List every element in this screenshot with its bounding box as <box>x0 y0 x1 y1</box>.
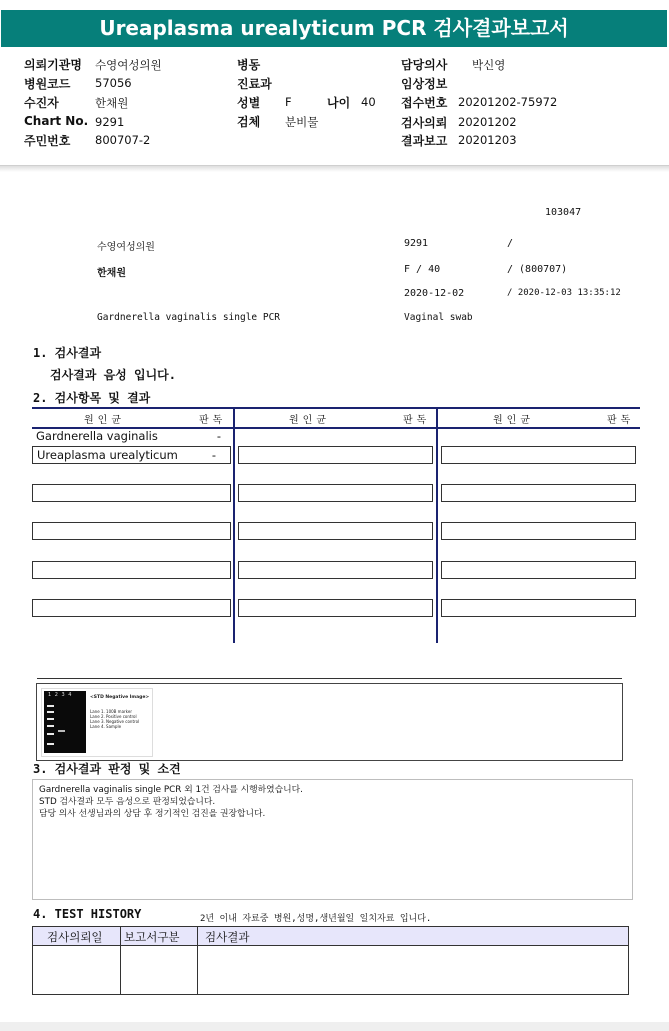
empty-cell <box>238 484 433 502</box>
opinion-line: 담당 의사 선생님과의 상담 후 정기적인 검진을 권장합니다. <box>39 809 266 819</box>
history-column-divider <box>120 927 121 994</box>
result-table-header <box>32 407 640 429</box>
pathogen-name: Ureaplasma urealyticum <box>37 448 178 462</box>
empty-cell <box>32 522 231 540</box>
id-label: 주민번호 <box>24 134 71 148</box>
marker-band <box>47 711 54 713</box>
age-label: 나이 <box>327 96 351 110</box>
request-date-label: 검사의뢰 <box>401 116 448 130</box>
pathogen-result: - <box>211 448 216 462</box>
request-date-value: 20201202 <box>458 115 517 129</box>
age-value: 40 <box>361 95 376 109</box>
gel-lanes <box>44 691 86 753</box>
summary-date: 2020-12-02 <box>404 288 465 299</box>
report-date-label: 결과보고 <box>401 134 448 148</box>
col-pathogen-2: 원인균 <box>289 415 330 426</box>
pathogen-name: Gardnerella vaginalis <box>36 429 158 443</box>
report-code: 103047 <box>545 207 582 218</box>
hospital-code-value: 57056 <box>95 76 132 90</box>
section4-heading: 4. TEST HISTORY <box>33 907 142 921</box>
chart-label: Chart No. <box>24 114 89 128</box>
patient-label: 수진자 <box>24 96 59 110</box>
gel-legend-item: Lane 2. Positive control <box>90 714 137 719</box>
clinical-info-label: 임상정보 <box>401 77 448 91</box>
history-col-request-date: 검사의뢰일 <box>47 930 103 944</box>
result-row <box>32 446 231 464</box>
marker-band <box>47 725 54 727</box>
section2-heading: 2. 검사항목 및 결과 <box>33 391 151 405</box>
positive-control-band <box>58 730 65 732</box>
institution-label: 의뢰기관명 <box>24 58 82 72</box>
sex-value: F <box>285 95 292 109</box>
history-col-result: 검사결과 <box>205 930 250 944</box>
opinion-line: Gardnerella vaginalis single PCR 외 1건 검사를 시행하였습니다. <box>39 785 303 795</box>
col-judgement-1: 판독 <box>199 415 227 426</box>
history-note: 2년 이내 자료중 병원,성명,생년월일 일치자료 입니다. <box>200 914 432 924</box>
summary-institution: 수영여성의원 <box>97 242 155 253</box>
empty-cell <box>32 561 231 579</box>
summary-datetime: / 2020-12-03 13:35:12 <box>507 288 621 298</box>
gel-legend-item: Lane 4. Sample <box>90 724 122 729</box>
divider-line <box>37 678 622 679</box>
result-row <box>32 428 235 446</box>
summary-patient: 한채원 <box>97 268 126 279</box>
empty-cell <box>441 522 636 540</box>
empty-cell <box>441 561 636 579</box>
gel-image-frame <box>36 683 623 761</box>
col-pathogen-1: 원인균 <box>84 415 125 426</box>
doctor-value: 박신영 <box>472 58 506 72</box>
history-table-header <box>33 927 628 946</box>
col-pathogen-3: 원인균 <box>493 415 534 426</box>
summary-sex-age: F / 40 <box>404 264 441 275</box>
receipt-value: 20201202-75972 <box>458 95 558 109</box>
opinion-box <box>32 779 633 900</box>
report-date-value: 20201203 <box>458 133 517 147</box>
section3-heading: 3. 검사결과 판정 및 소견 <box>33 762 181 776</box>
department-label: 진료과 <box>237 77 272 91</box>
patient-value: 한채원 <box>95 96 129 110</box>
empty-cell <box>441 484 636 502</box>
history-col-report-type: 보고서구분 <box>124 930 180 944</box>
empty-cell <box>238 561 433 579</box>
gel-legend-item: Lane 1. 100B marker <box>90 709 132 714</box>
ward-label: 병동 <box>237 58 261 72</box>
summary-chart: 9291 <box>404 238 429 249</box>
marker-band <box>47 718 54 720</box>
empty-cell <box>32 599 231 617</box>
empty-cell <box>238 522 433 540</box>
marker-band <box>47 733 54 735</box>
header-info <box>0 47 669 166</box>
summary-test: Gardnerella vaginalis single PCR <box>97 312 281 323</box>
header-shadow <box>0 166 669 172</box>
summary-specimen: Vaginal swab <box>404 312 473 323</box>
section1-result: 검사결과 음성 입니다. <box>50 368 177 382</box>
summary-slash: / <box>507 238 514 249</box>
pathogen-result: - <box>216 429 221 443</box>
specimen-label: 검체 <box>237 115 261 129</box>
institution-value: 수영여성의원 <box>95 58 162 72</box>
doctor-label: 담당의사 <box>401 58 448 72</box>
history-column-divider <box>197 927 198 994</box>
marker-band <box>47 705 54 707</box>
result-table <box>32 407 640 643</box>
col-judgement-2: 판독 <box>403 415 431 426</box>
opinion-line: STD 검사결과 모두 음성으로 판정되었습니다. <box>39 797 216 807</box>
gel-title: <STD Negative Image> <box>90 695 150 700</box>
column-divider <box>436 407 438 643</box>
empty-cell <box>32 484 231 502</box>
sex-label: 성별 <box>237 96 261 110</box>
gel-lane-numbers: 1 2 3 4 <box>48 692 73 698</box>
col-judgement-3: 판독 <box>607 415 635 426</box>
history-table <box>32 926 629 995</box>
gel-legend-item: Lane 3. Negative control <box>90 719 140 724</box>
chart-value: 9291 <box>95 115 125 129</box>
empty-cell <box>238 599 433 617</box>
marker-band <box>47 743 54 745</box>
id-value: 800707-2 <box>95 133 151 147</box>
summary-birth: / (800707) <box>507 264 568 275</box>
receipt-label: 접수번호 <box>401 96 448 110</box>
report-title: Ureaplasma urealyticum PCR 검사결과보고서 <box>1 10 667 47</box>
gel-electrophoresis-image <box>41 688 153 757</box>
empty-cell <box>441 599 636 617</box>
hospital-code-label: 병원코드 <box>24 77 71 91</box>
specimen-value: 분비물 <box>285 115 319 129</box>
empty-cell <box>238 446 433 464</box>
section1-heading: 1. 검사결과 <box>33 346 102 360</box>
empty-cell <box>441 446 636 464</box>
